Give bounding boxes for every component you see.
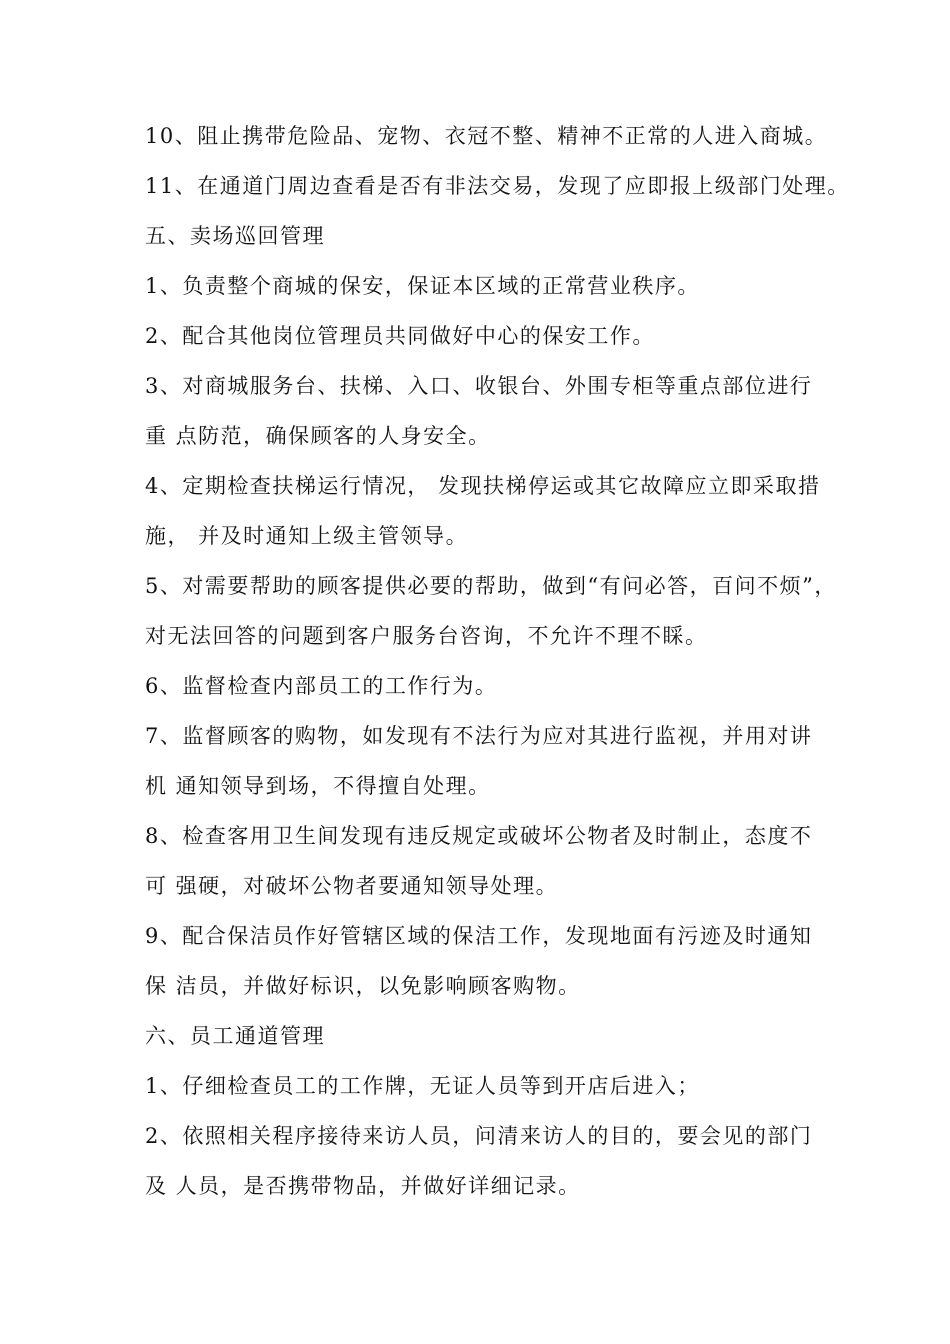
text-line: 2、配合其他岗位管理员共同做好中心的保安工作。 <box>145 324 655 348</box>
section-heading: 六、员工通道管理 <box>145 1024 325 1048</box>
text-line: 9、配合保洁员作好管辖区域的保洁工作，发现地面有污迹及时通知 <box>145 924 813 948</box>
text-line: 11、在通道门周边查看是否有非法交易，发现了应即报上级部门处理。 <box>145 174 850 198</box>
text-line: 10、阻止携带危险品、宠物、衣冠不整、精神不正常的人进入商城。 <box>145 124 828 148</box>
text-line: 6、监督检查内部员工的工作行为。 <box>145 674 498 698</box>
text-line: 1、仔细检查员工的工作牌，无证人员等到开店后进入； <box>145 1074 700 1098</box>
text-line: 3、对商城服务台、扶梯、入口、收银台、外围专柜等重点部位进行 <box>145 374 813 398</box>
section-heading: 五、卖场巡回管理 <box>145 224 325 248</box>
text-line: 保 洁员，并做好标识，以免影响顾客购物。 <box>145 974 581 998</box>
text-line: 对无法回答的问题到客户服务台咨询，不允许不理不睬。 <box>145 624 708 648</box>
text-line: 4、定期检查扶梯运行情况， 发现扶梯停运或其它故障应立即采取措 <box>145 474 821 498</box>
text-line: 机 通知领导到场，不得擅自处理。 <box>145 774 491 798</box>
text-line: 及 人员，是否携带物品，并做好详细记录。 <box>145 1174 581 1198</box>
text-line: 2、依照相关程序接待来访人员，问清来访人的目的，要会见的部门 <box>145 1124 813 1148</box>
text-line: 1、负责整个商城的保安，保证本区域的正常营业秩序。 <box>145 274 700 298</box>
text-line: 7、监督顾客的购物，如发现有不法行为应对其进行监视，并用对讲 <box>145 724 813 748</box>
text-line: 施， 并及时通知上级主管领导。 <box>145 524 469 548</box>
text-line: 可 强硬，对破坏公物者要通知领导处理。 <box>145 874 559 898</box>
text-line: 5、对需要帮助的顾客提供必要的帮助，做到“有问必答，百问不烦”， <box>145 574 837 598</box>
text-line: 重 点防范，确保顾客的人身安全。 <box>145 424 491 448</box>
text-line: 8、检查客用卫生间发现有违反规定或破坏公物者及时制止，态度不 <box>145 824 813 848</box>
